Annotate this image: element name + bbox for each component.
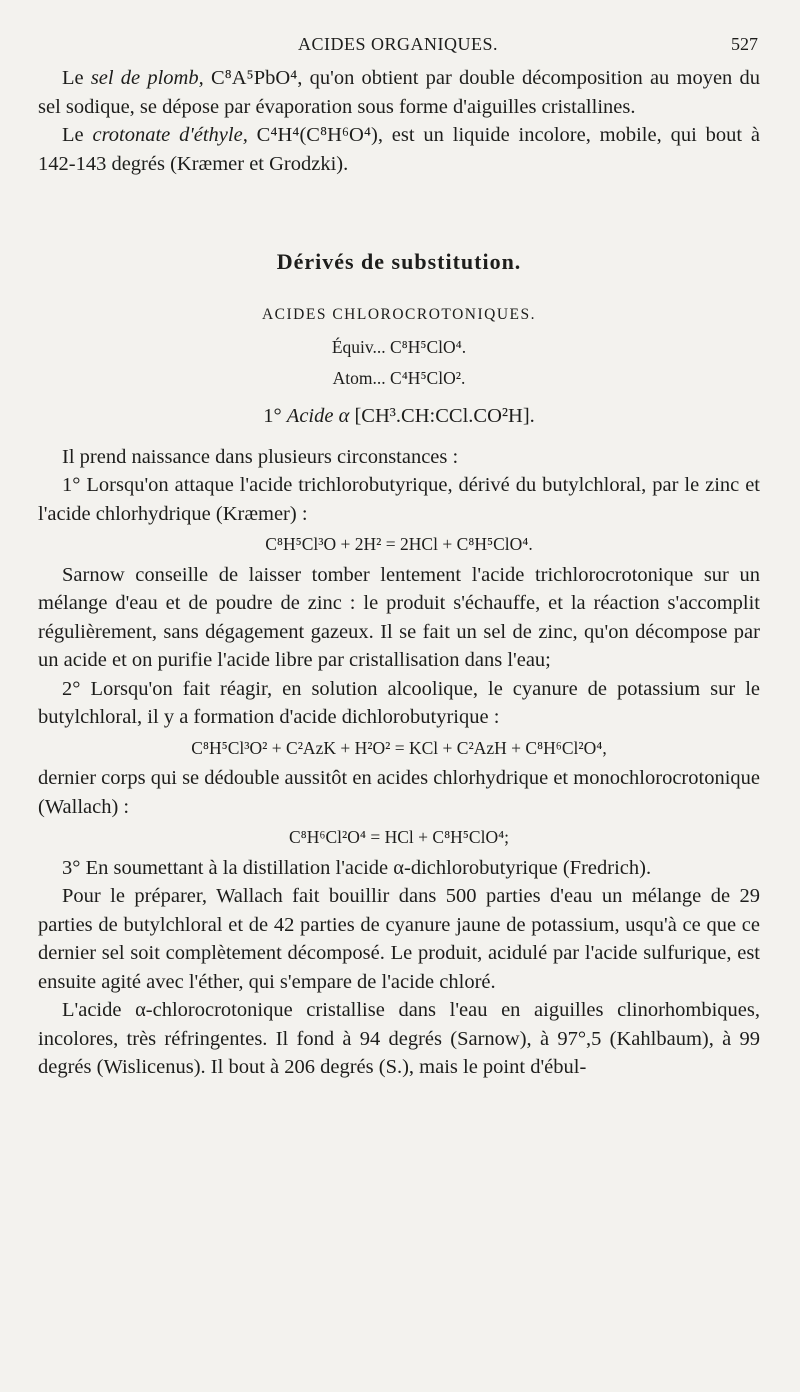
acid-name: Acide α: [286, 405, 350, 427]
paragraph-method-2: 2° Lorsqu'on fait réagir, en solution alcoolique, le cyanure de potassium sur le butylchloral, il y a formation d'acide dichlorobutyrique :: [38, 677, 760, 728]
italic-term: sel de plomb,: [90, 67, 204, 89]
atom-label: Atom...: [332, 367, 386, 388]
equiv-line: [38, 333, 760, 362]
paragraph-crotonate: [38, 121, 760, 178]
text-span: Le: [62, 124, 84, 146]
paragraph-method-1: 1° Lorsqu'on attaque l'acide trichlorobutyrique, dérivé du butylchloral, par le zinc et l'acide chlorhydrique (Kræmer) :: [38, 474, 760, 525]
paragraph-dedouble: dernier corps qui se dédouble aussitôt en acides chlorhydrique et monochlorocrotonique (Wallach) :: [38, 767, 760, 818]
italic-term: crotonate d'éthyle,: [92, 124, 248, 146]
equation-1: C⁸H⁵Cl³O + 2H² = 2HCl + C⁸H⁵ClO⁴.: [265, 534, 533, 554]
section-title: Dérivés de substitution.: [276, 249, 522, 274]
equation-3: C⁸H⁶Cl²O⁴ = HCl + C⁸H⁵ClO⁴;: [288, 827, 510, 847]
equiv-label: Équiv...: [331, 337, 386, 357]
paragraph-sarnow: Sarnow conseille de laisser tomber lentement l'acide trichlorocrotonique sur un mélange d'eau et de poudre de zinc : le produit s'échauffe, et la réaction s'accomplit régulièrement, sans dégagement gazeux. Il se fait un sel de zinc, qu'on décompose par un acide et on purifie l'acide libre par cristallisation dans l'eau;: [38, 563, 760, 671]
paragraph-intro: Il prend naissance dans plusieurs circonstances :: [62, 445, 459, 468]
page-number: 527: [731, 34, 758, 54]
page-body: [38, 64, 760, 1082]
text-span: C⁸A⁵PbO⁴, qu'on obtient par double décomposition au moyen du sel sodique, se dépose par évaporation sous forme d'aiguilles cristallines.: [38, 67, 761, 118]
acid-heading: [38, 402, 760, 431]
section-subtitle: ACIDES CHLOROCROTONIQUES.: [261, 305, 537, 323]
paragraph-sel-de-plomb: [38, 64, 760, 121]
paragraph-properties: L'acide α-chlorocrotonique cristallise dans l'eau en aiguilles clinorhombiques, incolores, très réfringentes. Il fond à 94 degrés (Sarnow), à 97°,5 (Kahlbaum), à 99 degrés (Wislicenus). Il bout à 206 degrés (S.), mais le point d'ébul-: [38, 999, 760, 1078]
paragraph-method-3: 3° En soumettant à la distillation l'acide α-dichlorobutyrique (Fredrich).: [62, 856, 652, 879]
acid-number: 1°: [263, 405, 282, 427]
text-span: Le: [62, 67, 84, 89]
text-span: C⁴H⁴(C⁸H⁶O⁴), est un liquide incolore, mobile, qui bout à 142-143 degrés (Kræmer et Grodzki).: [38, 124, 760, 175]
atom-line: [38, 364, 760, 393]
header-title: ACIDES ORGANIQUES.: [297, 34, 498, 54]
running-header: [38, 34, 758, 60]
atom-formula: C⁴H⁵ClO².: [390, 367, 466, 388]
paragraph-preparation: Pour le préparer, Wallach fait bouillir dans 500 parties d'eau un mélange de 29 parties de butylchloral et de 42 parties de cyanure jaune de potassium, usqu'à ce que ce dernier sel soit complètement décomposé. Le produit, acidulé par l'acide sulfurique, est ensuite agité avec l'éther, qui s'empare de l'acide chloré.: [38, 885, 760, 993]
equiv-formula: C⁸H⁵ClO⁴.: [390, 337, 467, 357]
acid-formula: [CH³.CH:CCl.CO²H].: [354, 405, 535, 427]
equation-2: C⁸H⁵Cl³O² + C²AzK + H²O² = KCl + C²AzH + C⁸H⁶Cl²O⁴,: [191, 737, 607, 758]
